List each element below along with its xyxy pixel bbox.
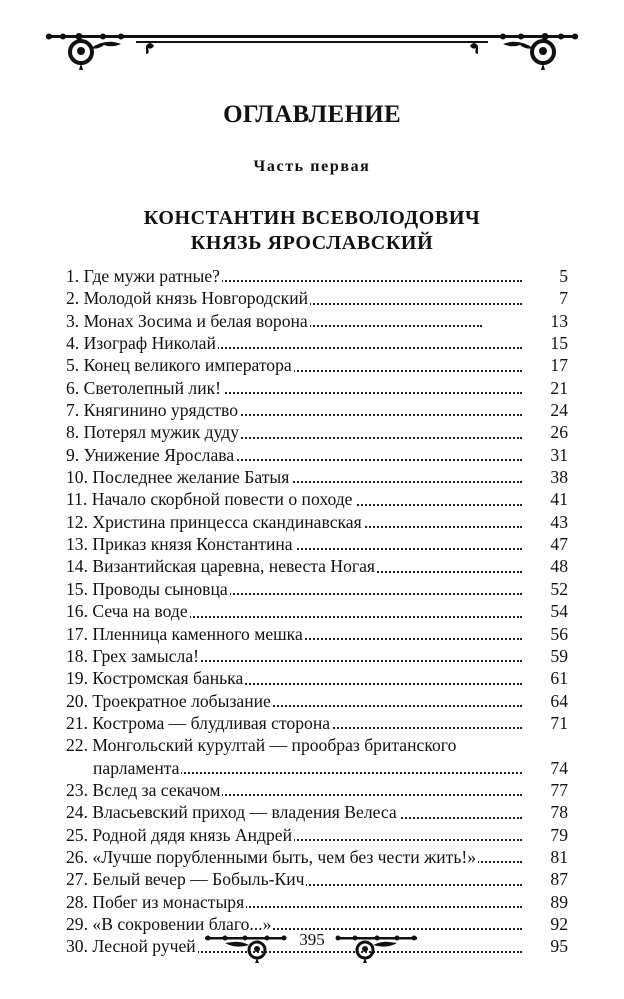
toc-entry-line [66,868,522,890]
toc-entry-page-number: 89 [550,891,568,912]
toc-entry[interactable] [66,623,568,645]
toc-entry[interactable] [66,265,568,287]
toc-entry-title: 10. Последнее желание Батыя [66,467,290,488]
toc-entry-title: 7. Княгинино урядство [66,400,239,421]
toc-entry[interactable] [66,332,568,354]
toc-entry[interactable] [66,645,568,667]
toc-entry[interactable] [66,488,568,510]
toc-entry-title: 2. Молодой князь Новгородский [66,288,309,309]
toc-entry-line [66,287,522,309]
toc-entry-line [66,444,522,466]
toc-entry[interactable] [66,377,568,399]
toc-entry-page-number: 61 [550,668,568,689]
toc-entry-line [66,891,522,913]
toc-entry-page-number: 78 [550,802,568,823]
toc-entry-line [66,846,522,868]
toc-entry-title: 13. Приказ князя Константина [66,534,293,555]
page-title: ОГЛАВЛЕНИЕ [223,101,401,128]
toc-entry-title: 16. Сеча на воде [66,601,188,622]
toc-entry-line [66,801,522,823]
toc-entry-page-number: 79 [550,824,568,845]
toc-entry-title: 17. Пленница каменного мешка [66,623,303,644]
toc-entry[interactable] [66,444,568,466]
toc-entry-page-number: 43 [550,511,568,532]
toc-entry-line [66,310,522,332]
section-heading-line-1: КОНСТАНТИН ВСЕВОЛОДОВИЧ [143,207,481,229]
ornamental-header-rule [46,28,578,76]
section-heading [0,206,624,256]
toc-entry[interactable] [66,690,568,712]
ornamental-footer-right [335,931,417,965]
toc-entry-line [66,511,522,533]
toc-entry-title: 1. Где мужи ратные? [66,266,220,286]
toc-entry[interactable] [66,578,568,600]
toc-entry-title: 25. Родной дядя князь Андрей [66,824,293,845]
toc-entry-line [66,265,522,287]
toc-entry-title: 30. Лесной ручей [66,936,196,957]
toc-entry-page-number: 13 [550,310,568,331]
toc-entry-title: 8. Потерял мужик дуду [66,422,240,443]
toc-entry-line [66,555,522,577]
toc-entry-title: 3. Монах Зосима и белая ворона [66,310,308,331]
toc-entry-line [66,600,522,622]
toc-entry[interactable] [66,667,568,689]
toc-entry-page-number: 87 [550,869,568,890]
toc-entry-line [66,354,522,376]
toc-entry-page-number: 92 [550,913,568,934]
toc-entry-title-continuation: парламента [93,757,180,778]
toc-entry-page-number: 31 [550,444,568,465]
toc-entry-title: 21. Кострома — блудливая сторона [66,712,331,733]
toc-entry-line [66,488,522,510]
toc-entry[interactable] [66,533,568,555]
toc-entry-line [66,377,522,399]
toc-entry-page-number: 74 [550,757,568,778]
toc-entry-title: 11. Начало скорбной повести о походе [66,489,353,510]
toc-entry-title: 18. Грех замысла! [66,645,199,666]
toc-entry-line [66,466,522,488]
page-number: 395 [299,930,325,949]
toc-entry-page-number: 54 [550,601,568,622]
toc-entry[interactable] [66,824,568,846]
toc-entry-page-number: 5 [559,266,568,286]
toc-entry-title: 23. Вслед за секачом [66,779,221,800]
toc-entry-page-number: 77 [550,779,568,800]
toc-entry-title: 6. Светолепный лик! [66,377,222,398]
toc-entry-line [66,421,522,443]
toc-entry[interactable] [66,712,568,734]
toc-entry[interactable] [66,779,568,801]
toc-entry[interactable] [66,354,568,376]
toc-entry[interactable] [66,891,568,913]
section-heading-line-2: КНЯЗЬ ЯРОСЛАВСКИЙ [190,232,434,254]
toc-entry-line [66,399,522,421]
toc-entry-title: 29. «В сокровении благо...» [66,913,272,934]
toc-entry-title: 9. Унижение Ярослава [66,444,235,465]
toc-entry[interactable] [66,868,568,890]
toc-entry-title: 20. Троекратное лобызание [66,690,271,711]
toc-entry-page-number: 95 [550,936,568,957]
toc-entry[interactable] [66,511,568,533]
toc-entry-page-number: 26 [550,422,568,443]
toc-entry[interactable] [66,555,568,577]
toc-entry[interactable] [66,600,568,622]
toc-entry-page-number: 17 [550,355,568,376]
toc-entry-title: 27. Белый вечер — Бобыль-Кич [66,869,305,890]
toc-entry[interactable] [66,310,568,332]
toc-entry-page-number: 56 [550,623,568,644]
toc-entry-page-number: 71 [550,712,568,733]
toc-entry-page-number: 15 [550,333,568,354]
toc-entry-page-number: 21 [550,377,568,398]
toc-entry-title: 24. Власьевский приход — владения Велеса [66,802,397,823]
toc-entry[interactable] [66,801,568,823]
toc-entry-line [66,645,522,667]
toc-entry[interactable] [66,734,568,779]
toc-entry-line [66,623,522,645]
toc-entry-title: 15. Проводы сыновца [66,578,228,599]
toc-entry-page-number: 52 [550,578,568,599]
toc-entry-title: 26. «Лучше порубленными быть, чем без чести жить!» [66,846,477,867]
part-heading: Часть первая [253,158,371,175]
toc-entry[interactable] [66,846,568,868]
toc-entry-line [66,779,522,801]
toc-entry-title: 5. Конец великого императора [66,355,292,376]
toc-entry-page-number: 59 [550,645,568,666]
toc-entry-line [66,690,522,712]
toc-entry[interactable] [66,287,568,309]
toc-entry-page-number: 38 [550,467,568,488]
toc-entry-page-number: 47 [550,534,568,555]
toc-entry[interactable] [66,399,568,421]
toc-entry[interactable] [66,421,568,443]
toc-entry-page-number: 81 [550,846,568,867]
toc-entry-title: 28. Побег из монастыря [66,891,245,912]
toc-entry-line [93,757,522,779]
toc-entry-line [66,533,522,555]
toc-entry-page-number: 64 [550,690,568,711]
toc-entry-page-number: 48 [550,556,568,577]
toc-entry-title: 4. Изограф Николай [66,333,216,354]
toc-entry-title: 12. Христина принцесса скандинавская [66,511,362,532]
toc-entry-line [66,712,522,734]
toc-entry-page-number: 24 [550,400,568,421]
toc-entry-line [66,578,522,600]
toc-entry-line [66,332,522,354]
toc-entry-title: 19. Костромская банька [66,668,244,689]
table-of-contents [66,265,568,958]
toc-entry-page-number: 7 [559,288,568,309]
toc-entry-line [66,824,522,846]
toc-entry-title: 14. Византийская царевна, невеста Ногая [66,556,375,577]
toc-entry-page-number: 41 [550,489,568,510]
toc-entry[interactable] [66,466,568,488]
toc-entry-title: 22. Монгольский курултай — прообраз британского [66,735,457,756]
toc-entry-line [66,667,522,689]
